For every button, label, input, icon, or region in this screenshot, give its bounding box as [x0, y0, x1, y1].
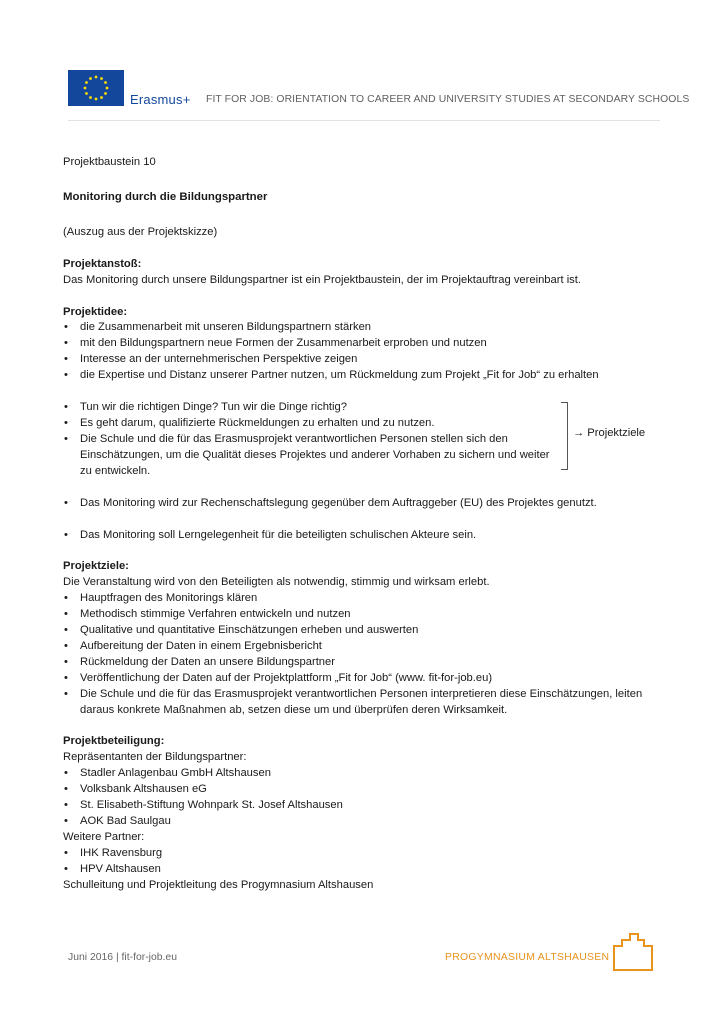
- list-item: • Methodisch stimmige Verfahren entwickeln und nutzen: [63, 607, 667, 623]
- list-item: • Die Schule und die für das Erasmusprojekt verantwortlichen Personen interpretieren diese Einschätzungen, leiten daraus konkrete Maßnahmen ab, setzen diese um und überprüfen deren Wirksamkeit.: [63, 687, 667, 719]
- eu-star: [100, 77, 103, 80]
- list-item: • Das Monitoring soll Lerngelegenheit für die beteiligten schulischen Akteure sein.: [63, 528, 667, 544]
- bracket-label: → Projektziele: [573, 427, 646, 440]
- list-item: • Das Monitoring wird zur Rechenschaftslegung gegenüber dem Auftraggeber (EU) des Projektes genutzt.: [63, 496, 667, 512]
- eu-flag-icon: [68, 70, 124, 106]
- ziele-list: [63, 591, 667, 718]
- document-body: [63, 155, 667, 894]
- eu-star: [95, 76, 98, 79]
- list-item: • Hauptfragen des Monitorings klären: [63, 591, 667, 607]
- eu-star: [89, 77, 92, 80]
- anstoss-text: Das Monitoring durch unsere Bildungspartner ist ein Projektbaustein, der im Projektauftrag vereinbart ist.: [63, 273, 581, 286]
- list-item: • AOK Bad Saulgau: [63, 814, 667, 830]
- list-item: • Qualitative und quantitative Einschätzungen erheben und auswerten: [63, 623, 667, 639]
- section-heading-ziele: Projektziele:: [63, 560, 129, 573]
- footer-date: Juni 2016 | fit-for-job.eu: [68, 952, 177, 963]
- projektziele-bracket-group: [63, 400, 667, 480]
- list-item: • HPV Altshausen: [63, 862, 667, 878]
- section-heading-beteiligung: Projektbeteiligung:: [63, 735, 165, 748]
- list-item: • Die Schule und die für das Erasmusprojekt verantwortlichen Personen stellen sich den Einschätzungen, um die Qualität dieses Projektes und anderer Vorhaben zu sichern und weiter zu entwickeln.: [63, 432, 558, 480]
- list-item: • Veröffentlichung der Daten auf der Projektplattform „Fit for Job“ (www. fit-for-job.eu): [63, 671, 667, 687]
- document-title: Monitoring durch die Bildungspartner: [63, 190, 268, 203]
- reps-list: [63, 766, 667, 830]
- extra-list-1: [63, 496, 667, 512]
- list-item: • Tun wir die richtigen Dinge? Tun wir die Dinge richtig?: [63, 400, 558, 416]
- others-label: Weitere Partner:: [63, 830, 145, 843]
- eu-star: [104, 81, 107, 84]
- eu-star: [100, 96, 103, 99]
- erasmus-logo-text: Erasmus+: [130, 92, 191, 107]
- list-item: • die Expertise und Distanz unserer Partner nutzen, um Rückmeldung zum Projekt „Fit for Job“ zu erhalten: [63, 368, 667, 384]
- school-building-icon: [612, 932, 654, 972]
- list-item: • die Zusammenarbeit mit unseren Bildungspartnern stärken: [63, 320, 667, 336]
- closing-line: Schulleitung und Projektleitung des Progymnasium Altshausen: [63, 878, 374, 891]
- section-heading-anstoss: Projektanstoß:: [63, 257, 142, 270]
- bracket-list: [63, 400, 558, 480]
- section-heading-idee: Projektidee:: [63, 305, 128, 318]
- list-item: • Volksbank Altshausen eG: [63, 782, 667, 798]
- list-item: • Stadler Anlagenbau GmbH Altshausen: [63, 766, 667, 782]
- extra-list-2: [63, 528, 667, 544]
- list-item: • mit den Bildungspartnern neue Formen der Zusammenarbeit erproben und nutzen: [63, 336, 667, 352]
- right-bracket: [561, 402, 568, 470]
- list-item: • IHK Ravensburg: [63, 846, 667, 862]
- eu-star: [85, 81, 88, 84]
- footer-school-name: PROGYMNASIUM ALTSHAUSEN: [445, 952, 610, 963]
- eu-star: [84, 87, 87, 90]
- document-subtitle: (Auszug aus der Projektskizze): [63, 225, 218, 238]
- idee-list: [63, 320, 667, 384]
- list-item: • St. Elisabeth-Stiftung Wohnpark St. Josef Altshausen: [63, 798, 667, 814]
- ziele-intro: Die Veranstaltung wird von den Beteiligten als notwendig, stimmig und wirksam erlebt.: [63, 576, 490, 589]
- list-item: • Interesse an der unternehmerischen Perspektive zeigen: [63, 352, 667, 368]
- others-list: [63, 846, 667, 878]
- page-header: [68, 68, 690, 121]
- eu-star: [106, 87, 109, 90]
- header-title: FIT FOR JOB: ORIENTATION TO CAREER AND UNIVERSITY STUDIES AT SECONDARY SCHOOLS: [206, 94, 690, 105]
- eu-star: [85, 92, 88, 95]
- module-label: Projektbaustein 10: [63, 156, 156, 168]
- eu-star: [95, 98, 98, 101]
- list-item: • Es geht darum, qualifizierte Rückmeldungen zu erhalten und zu nutzen.: [63, 416, 558, 432]
- list-item: • Aufbereitung der Daten in einem Ergebnisbericht: [63, 639, 667, 655]
- reps-label: Repräsentanten der Bildungspartner:: [63, 751, 247, 764]
- list-item: • Rückmeldung der Daten an unsere Bildungspartner: [63, 655, 667, 671]
- eu-star: [104, 92, 107, 95]
- eu-star: [89, 96, 92, 99]
